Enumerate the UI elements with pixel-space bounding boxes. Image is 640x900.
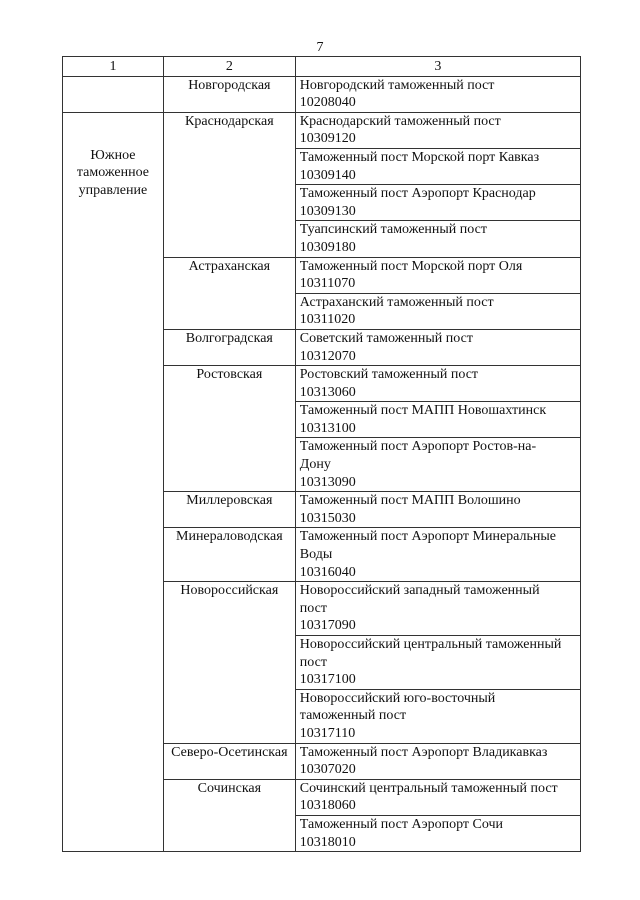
header-col-2: 2: [163, 57, 295, 77]
department-cell: [63, 76, 164, 112]
post-code: 10312070: [299, 348, 356, 364]
post-name: Советский таможенный пост: [299, 330, 473, 346]
customs-post-cell: [295, 148, 580, 184]
customs-post-cell: [295, 582, 580, 636]
post-code: 10318010: [299, 834, 356, 850]
post-name: Туапсинский таможенный пост: [299, 222, 487, 238]
post-code: 10317090: [299, 618, 356, 634]
customs-post-cell: [295, 257, 580, 293]
region-cell: Новгородская: [163, 76, 295, 112]
post-name: Дону: [299, 457, 331, 473]
customs-post-cell: [295, 293, 580, 329]
post-name: Таможенный пост Морской порт Кавказ: [299, 149, 540, 165]
region-cell: Новороссийская: [163, 582, 295, 743]
post-code: 10307020: [299, 762, 356, 778]
post-name: Таможенный пост Аэропорт Минеральные: [299, 529, 556, 545]
post-name: Ростовский таможенный пост: [299, 367, 479, 383]
customs-post-cell: [295, 528, 580, 582]
customs-post-cell: [295, 438, 580, 492]
customs-post-cell: [295, 779, 580, 815]
customs-post-cell: [295, 329, 580, 365]
post-name: Новороссийский западный таможенный: [299, 583, 540, 599]
post-code: 10317100: [299, 672, 356, 688]
header-col-1: 1: [63, 57, 164, 77]
customs-post-cell: [295, 636, 580, 690]
region-cell: Северо-Осетинская: [163, 743, 295, 779]
department-cell: [63, 112, 164, 851]
customs-posts-table: [62, 56, 581, 852]
post-name: Новороссийский центральный таможенный: [299, 637, 562, 652]
post-code: 10309140: [299, 167, 356, 183]
customs-post-cell: [295, 112, 580, 148]
post-name: пост: [299, 600, 327, 616]
customs-post-cell: [295, 366, 580, 402]
post-code: 10309180: [299, 239, 356, 255]
customs-post-cell: [295, 492, 580, 528]
customs-post-cell: [295, 185, 580, 221]
post-code: 10316040: [299, 564, 356, 580]
table-row: [63, 76, 581, 112]
region-cell: Астраханская: [163, 257, 295, 329]
post-name: таможенный пост: [299, 708, 407, 724]
region-cell: Ростовская: [163, 366, 295, 492]
customs-post-cell: [295, 689, 580, 743]
post-name: Краснодарский таможенный пост: [299, 113, 501, 129]
post-code: 10313090: [299, 474, 356, 490]
post-name: Сочинский центральный таможенный пост: [299, 780, 558, 796]
customs-post-cell: [295, 221, 580, 257]
header-col-3: 3: [295, 57, 580, 77]
post-code: 10318060: [299, 798, 356, 814]
post-name: Таможенный пост Аэропорт Владикавказ: [299, 744, 548, 760]
customs-post-cell: [295, 743, 580, 779]
region-cell: Минераловодская: [163, 528, 295, 582]
region-cell: Сочинская: [163, 779, 295, 851]
post-code: 10311070: [299, 276, 356, 292]
table-header-row: [63, 57, 581, 77]
post-name: Таможенный пост Аэропорт Краснодар: [299, 186, 536, 202]
post-code: 10315030: [299, 510, 356, 526]
post-name: Таможенный пост МАПП Новошахтинск: [299, 403, 547, 419]
post-code: 10208040: [299, 95, 356, 111]
post-name: Воды: [299, 547, 333, 563]
post-name: Таможенный пост МАПП Волошино: [299, 493, 521, 509]
region-cell: Краснодарская: [163, 112, 295, 257]
post-code: 10317110: [299, 725, 356, 741]
department-name-line: таможенное: [76, 165, 149, 181]
table-row: [63, 112, 581, 148]
post-name: Таможенный пост Аэропорт Сочи: [299, 816, 504, 832]
post-code: 10309130: [299, 203, 356, 219]
post-name: Новороссийский юго-восточный: [299, 690, 496, 706]
post-code: 10313100: [299, 420, 356, 436]
post-code: 10309120: [299, 131, 356, 147]
post-name: Новгородский таможенный пост: [299, 77, 495, 93]
post-name: Таможенный пост Морской порт Оля: [299, 258, 523, 274]
customs-post-cell: [295, 402, 580, 438]
department-name-line: управление: [78, 182, 148, 198]
post-code: 10313060: [299, 384, 356, 400]
customs-post-cell: [295, 76, 580, 112]
post-code: 10311020: [299, 312, 356, 328]
region-cell: Миллеровская: [163, 492, 295, 528]
customs-post-cell: [295, 815, 580, 851]
post-name: Астраханский таможенный пост: [299, 294, 494, 310]
post-name: Таможенный пост Аэропорт Ростов-на-: [299, 439, 537, 455]
region-cell: Волгоградская: [163, 329, 295, 365]
page-number: 7: [316, 40, 324, 55]
department-name-line: Южное: [90, 147, 136, 163]
post-name: пост: [299, 654, 327, 670]
